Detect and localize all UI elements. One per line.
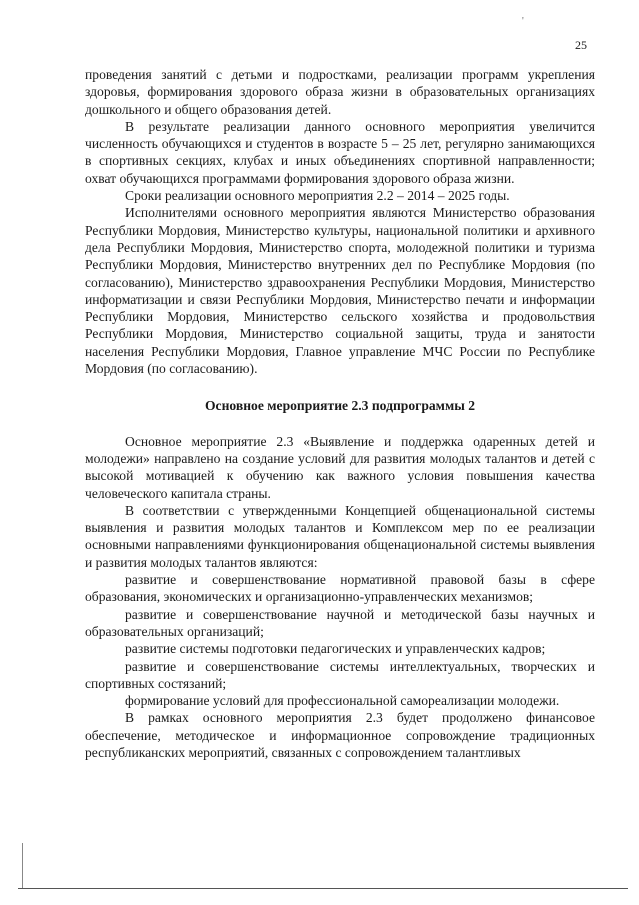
pen-mark: ' [522, 16, 524, 27]
paragraph-funding: В рамках основного мероприятия 2.3 будет продолжено финансовое обеспечение, методическое и информационное сопровождение традиционных республиканских мероприятий, связанных с сопровождением талантливых [85, 710, 595, 760]
list-item-scientific-base: развитие и совершенствование научной и методической базы научных и образовательных организаций; [85, 606, 595, 639]
list-item-training-system: развитие системы подготовки педагогических и управленческих кадров; [125, 641, 546, 657]
page-number: 25 [575, 38, 587, 52]
paragraph-results: В результате реализации данного основного мероприятия увеличится численность обучающихся и студентов в возрасте 5 – 25 лет, регулярно занимающихся в спортивных секциях, клубах и иных объединениях спортивной направленности; охват обучающихся программами формирования здорового образа жизни. [85, 118, 595, 186]
list-item-competitions: развитие и совершенствование системы интеллектуальных, творческих и спортивных состязаний; [85, 658, 595, 691]
document-body [85, 66, 595, 761]
section-heading: Основное мероприятие 2.3 подпрограммы 2 [204, 398, 476, 414]
scan-edge-mark [22, 843, 23, 888]
paragraph-concept: В соответствии с утвержденными Концепцией общенациональной системы выявления и развития молодых талантов и Комплексом мер по ее реализации основными направлениями функционирования общенациональной системы выявления и развития молодых талантов являются: [85, 502, 595, 570]
paragraph-executors: Исполнителями основного мероприятия являются Министерство образования Республики Мордовия, Министерство культуры, национальной политики и архивного дела Республики Мордовия, Министерство спорта, молодежной политики и туризма Республики Мордовия, Министерство внутренних дел по Республике Мордовия (по согласованию), Министерство здравоохранения Республики Мордовия, Министерство информатизации и связи Республики Мордовия, Министерство печати и информации Республики Мордовия, Министерство сельского хозяйства и продовольствия Республики Мордовия, Министерство социальной защиты, труда и занятости населения Республики Мордовия, Главное управление МЧС России по Республике Мордовия (по согласованию). [85, 205, 595, 377]
scan-edge-line [18, 888, 628, 889]
list-item-regulatory-base: развитие и совершенствование нормативной правовой базы в сфере образования, экономических и организационно-управленческих механизмов; [85, 572, 595, 605]
paragraph-deadlines: Сроки реализации основного мероприятия 2.2 – 2014 – 2025 годы. [125, 188, 510, 204]
paragraph-continuation: проведения занятий с детьми и подростками, реализации программ укрепления здоровья, формирования здорового образа жизни в образовательных организациях дошкольного и общего образования детей. [85, 67, 595, 117]
list-item-self-realization: формирование условий для профессиональной самореализации молодежи. [125, 693, 560, 709]
paragraph-activity-description: Основное мероприятие 2.3 «Выявление и поддержка одаренных детей и молодежи» направлено на создание условий для развития молодых талантов и детей с высокой мотивацией к обучению как важного условия повышения качества человеческого капитала страны. [85, 433, 595, 501]
